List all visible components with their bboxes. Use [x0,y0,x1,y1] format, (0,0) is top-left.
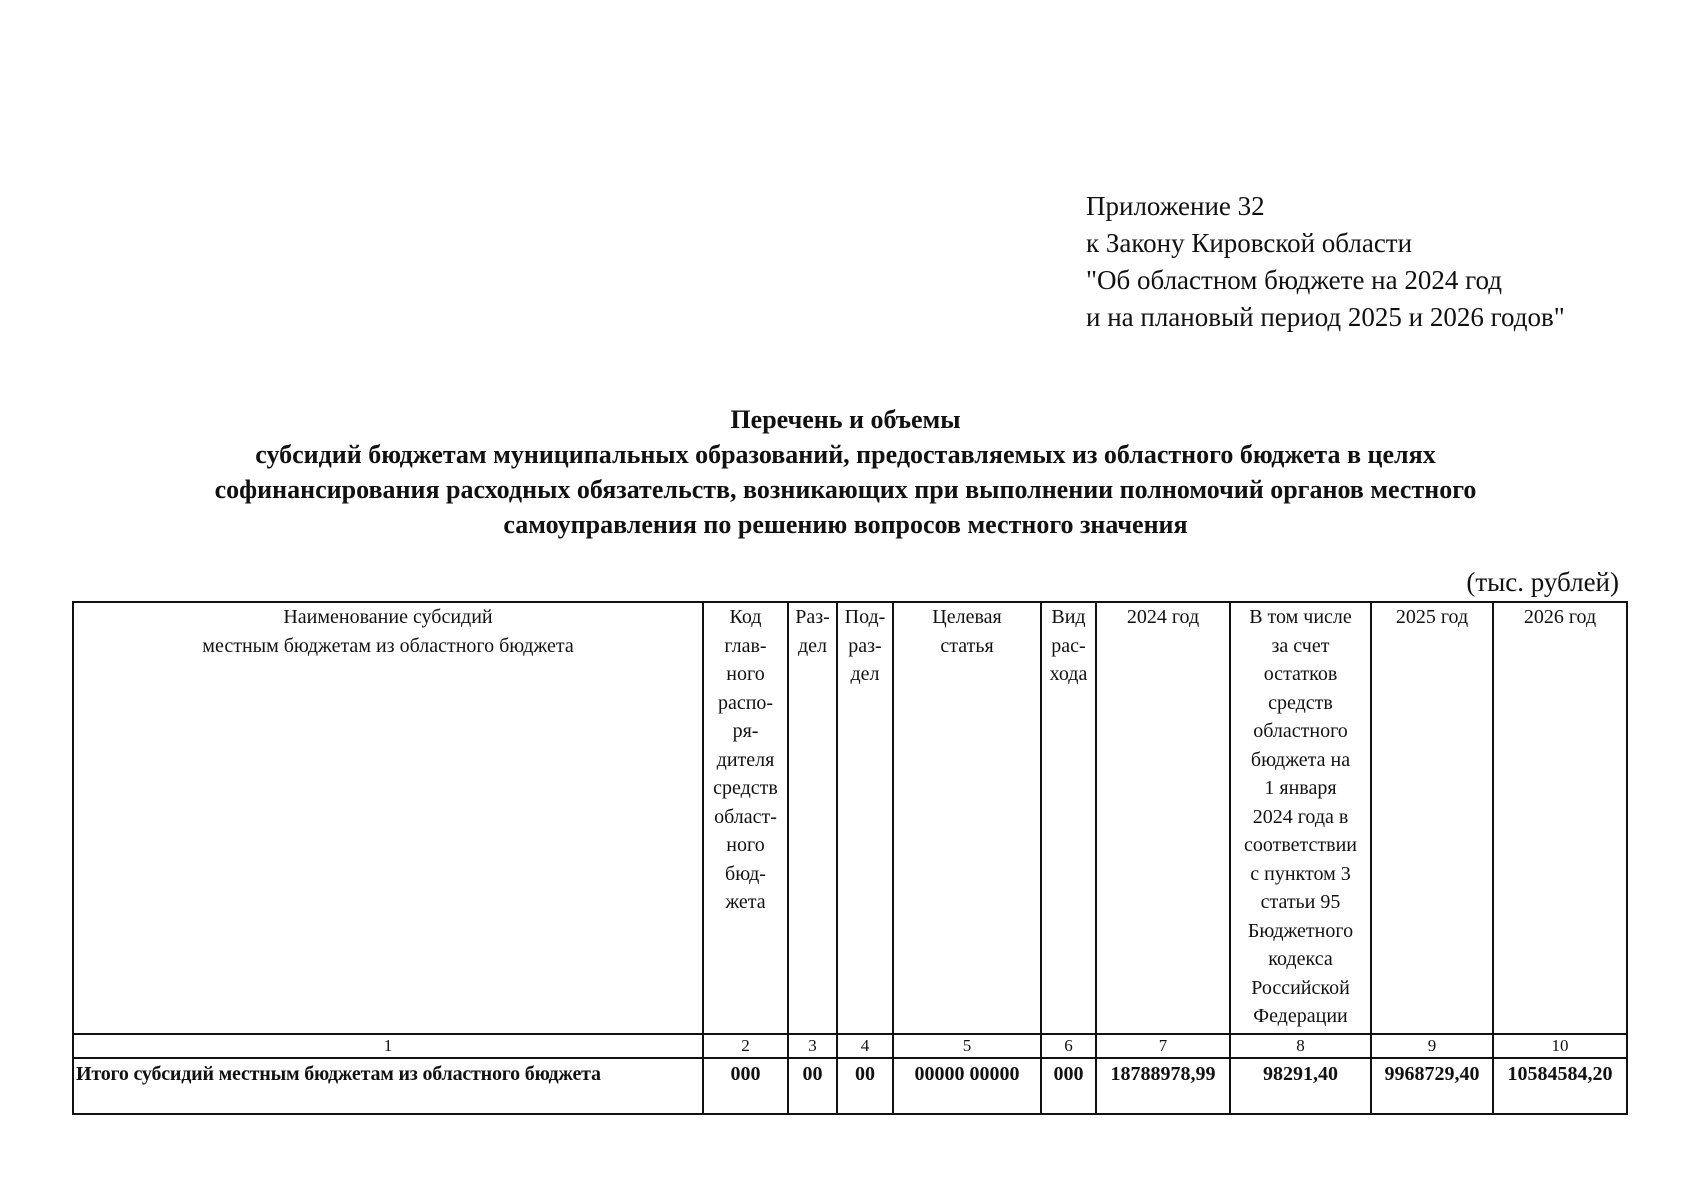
total-row [73,1058,1627,1114]
column-number: 2 [703,1034,788,1058]
appendix-note [1086,188,1565,336]
total-including-balances: 98291,40 [1230,1058,1371,1114]
header-section: Раз- дел [788,602,837,1034]
header-expense-type: Вид рас- хода [1041,602,1096,1034]
total-administrator-code: 000 [703,1058,788,1114]
column-number: 4 [837,1034,893,1058]
total-label: Итого субсидий местным бюджетам из областного бюджета [73,1058,703,1114]
appendix-line: "Об областном бюджете на 2024 год [1086,265,1502,295]
header-target-article: Целевая статья [893,602,1041,1034]
appendix-line: и на плановый период 2025 и 2026 годов" [1086,302,1565,332]
title-line: софинансирования расходных обязательств, возникающих при выполнении полномочий органов местного [214,475,1477,504]
document-title [60,402,1631,542]
total-expense-type: 000 [1041,1058,1096,1114]
appendix-line: Приложение 32 [1086,191,1265,221]
total-subsection: 00 [837,1058,893,1114]
column-number: 7 [1096,1034,1230,1058]
total-2026: 10584584,20 [1493,1058,1627,1114]
title-line: субсидий бюджетам муниципальных образований, предоставляемых из областного бюджета в целях [255,440,1436,469]
appendix-line: к Закону Кировской области [1086,228,1413,258]
units-label: (тыс. рублей) [1466,567,1619,597]
column-number: 10 [1493,1034,1627,1058]
header-subsidy-name: Наименование субсидий местным бюджетам из областного бюджета [73,602,703,1034]
total-2025: 9968729,40 [1371,1058,1493,1114]
column-number: 1 [73,1034,703,1058]
header-subsection: Под- раз- дел [837,602,893,1034]
subsidies-table [72,601,1628,1115]
column-number: 5 [893,1034,1041,1058]
header-year-2024: 2024 год [1096,602,1230,1034]
column-number: 3 [788,1034,837,1058]
title-line: Перечень и объемы [730,405,961,434]
header-administrator-code: Код глав- ного распо- ря- дителя средств област- ного бюд- жета [703,602,788,1034]
header-year-2026: 2026 год [1493,602,1627,1034]
column-number: 8 [1230,1034,1371,1058]
column-number: 6 [1041,1034,1096,1058]
total-2024: 18788978,99 [1096,1058,1230,1114]
header-including-balances: В том числе за счет остатков средств областного бюджета на 1 января 2024 года в соответствии с пунктом 3 статьи 95 Бюджетного кодекса Российской Федерации [1230,602,1371,1034]
total-section: 00 [788,1058,837,1114]
title-line: самоуправления по решению вопросов местного значения [503,510,1188,539]
column-number: 9 [1371,1034,1493,1058]
header-row [73,602,1627,1034]
total-target-article: 00000 00000 [893,1058,1041,1114]
column-number-row [73,1034,1627,1058]
header-year-2025: 2025 год [1371,602,1493,1034]
